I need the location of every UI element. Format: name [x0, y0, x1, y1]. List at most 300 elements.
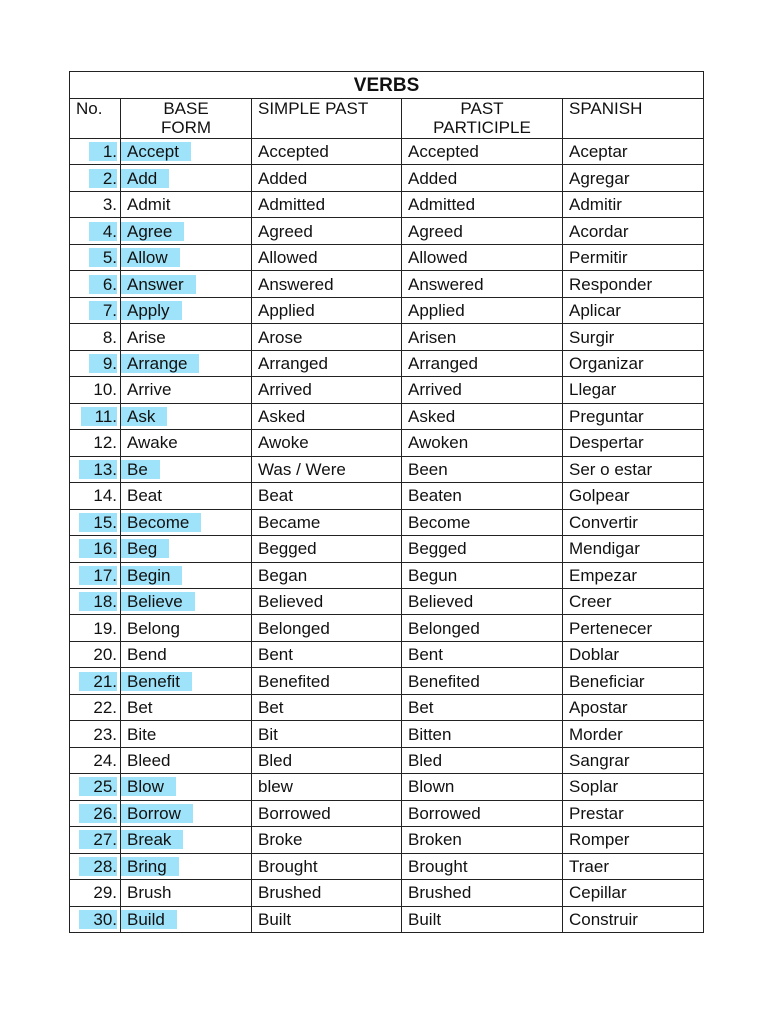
verb-spanish-cell: [563, 747, 704, 773]
verb-spanish: Despertar: [569, 433, 644, 453]
verb-past-participle: Borrowed: [408, 803, 481, 823]
verb-base-form: Brush: [127, 883, 172, 903]
table-row: [70, 218, 704, 244]
verb-past-participle-cell: [402, 721, 563, 747]
verb-base-form-cell: [121, 244, 252, 270]
verbs-table: [69, 71, 704, 933]
verb-simple-past: Bet: [258, 698, 284, 718]
verb-spanish: Ser o estar: [569, 459, 653, 479]
verb-base-form: Bet: [127, 698, 153, 718]
verb-simple-past: Arranged: [258, 353, 328, 373]
header-base-line2: FORM: [160, 118, 212, 137]
verb-simple-past: Arose: [258, 327, 303, 347]
verb-number: 22.: [93, 698, 117, 718]
verb-simple-past: blew: [258, 777, 293, 797]
verb-base-form-cell: [121, 483, 252, 509]
verb-spanish: Admitir: [569, 195, 622, 215]
verb-simple-past: Begged: [258, 539, 317, 559]
verbs-body: [70, 139, 704, 933]
verb-past-participle-cell: [402, 377, 563, 403]
verb-past-participle-cell: [402, 165, 563, 191]
verb-past-participle-cell: [402, 774, 563, 800]
verb-base-form-cell: [121, 827, 252, 853]
verb-number: 14.: [93, 486, 117, 506]
table-title: VERBS: [70, 72, 704, 99]
verb-number: 19.: [93, 618, 117, 638]
verb-base-form: Be: [121, 460, 160, 479]
verb-simple-past-cell: [252, 668, 402, 694]
verb-simple-past-cell: [252, 377, 402, 403]
verb-spanish-cell: [563, 244, 704, 270]
verb-base-form-cell: [121, 350, 252, 376]
verb-number-cell: [70, 721, 121, 747]
verb-number: 21.: [79, 672, 117, 691]
verb-simple-past: Asked: [258, 406, 306, 426]
verb-number-cell: [70, 456, 121, 482]
verb-number: 9.: [89, 354, 117, 373]
verb-spanish: Doblar: [569, 645, 620, 665]
verb-past-participle-cell: [402, 244, 563, 270]
verb-spanish-cell: [563, 165, 704, 191]
verb-past-participle-cell: [402, 430, 563, 456]
verb-simple-past-cell: [252, 483, 402, 509]
verb-simple-past: Bit: [258, 724, 278, 744]
verb-spanish: Surgir: [569, 327, 615, 347]
verb-past-participle: Accepted: [408, 142, 479, 162]
verb-spanish: Beneficiar: [569, 671, 645, 691]
verb-spanish-cell: [563, 562, 704, 588]
table-row: [70, 853, 704, 879]
verb-number: 7.: [89, 301, 117, 320]
header-past-participle: [402, 99, 563, 139]
header-participle-line2: PARTICIPLE: [433, 118, 531, 137]
verb-simple-past-cell: [252, 615, 402, 641]
verb-spanish: Responder: [569, 274, 653, 294]
header-base-line1: BASE: [163, 99, 209, 118]
verb-simple-past-cell: [252, 906, 402, 932]
verb-past-participle: Beaten: [408, 486, 462, 506]
verb-simple-past: Awoke: [258, 433, 309, 453]
verb-spanish-cell: [563, 880, 704, 906]
verb-past-participle: Begged: [408, 539, 467, 559]
table-row: [70, 324, 704, 350]
verb-base-form-cell: [121, 853, 252, 879]
verb-spanish: Aplicar: [569, 301, 621, 321]
verb-past-participle: Belonged: [408, 618, 480, 638]
verb-base-form: Bleed: [127, 751, 171, 771]
verb-simple-past-cell: [252, 827, 402, 853]
verb-past-participle: Added: [408, 168, 458, 188]
verb-simple-past: Added: [258, 168, 308, 188]
verb-past-participle: Arranged: [408, 353, 478, 373]
verb-spanish-cell: [563, 430, 704, 456]
verb-spanish: Cepillar: [569, 883, 627, 903]
verb-number-cell: [70, 588, 121, 614]
verb-number: 12.: [93, 433, 117, 453]
verb-number-cell: [70, 509, 121, 535]
table-row: [70, 139, 704, 165]
header-spanish: SPANISH: [563, 99, 704, 139]
verb-spanish: Sangrar: [569, 751, 630, 771]
header-no: No.: [70, 99, 121, 139]
header-simple-past: SIMPLE PAST: [252, 99, 402, 139]
verb-spanish-cell: [563, 403, 704, 429]
verb-number-cell: [70, 350, 121, 376]
verb-base-form: Blow: [121, 777, 176, 796]
title-row: [70, 72, 704, 99]
verb-simple-past: Built: [258, 909, 292, 929]
verb-spanish-cell: [563, 615, 704, 641]
verb-simple-past-cell: [252, 641, 402, 667]
verb-simple-past-cell: [252, 774, 402, 800]
verb-base-form-cell: [121, 747, 252, 773]
verb-number: 8.: [102, 327, 117, 347]
verb-number-cell: [70, 615, 121, 641]
table-row: [70, 297, 704, 323]
verb-past-participle-cell: [402, 271, 563, 297]
verb-spanish: Permitir: [569, 248, 628, 268]
verb-simple-past: Became: [258, 512, 321, 532]
verb-spanish: Creer: [569, 592, 612, 612]
verb-spanish-cell: [563, 483, 704, 509]
verb-number: 17.: [79, 566, 117, 585]
verb-base-form-cell: [121, 800, 252, 826]
verb-spanish: Golpear: [569, 486, 630, 506]
verb-base-form: Break: [121, 830, 183, 849]
verb-simple-past-cell: [252, 562, 402, 588]
verb-base-form-cell: [121, 774, 252, 800]
verb-base-form: Bring: [121, 857, 179, 876]
verb-spanish-cell: [563, 774, 704, 800]
verb-past-participle: Broken: [408, 830, 462, 850]
verb-number: 4.: [89, 222, 117, 241]
verb-spanish-cell: [563, 324, 704, 350]
verb-number: 25.: [79, 777, 117, 796]
verb-past-participle: Awoken: [408, 433, 469, 453]
verb-number: 13.: [79, 460, 117, 479]
verb-past-participle: Applied: [408, 301, 465, 321]
verb-base-form-cell: [121, 562, 252, 588]
verb-base-form-cell: [121, 218, 252, 244]
verb-past-participle: Answered: [408, 274, 484, 294]
verb-base-form-cell: [121, 430, 252, 456]
verb-spanish-cell: [563, 456, 704, 482]
verb-base-form-cell: [121, 165, 252, 191]
verb-spanish-cell: [563, 139, 704, 165]
verb-number-cell: [70, 906, 121, 932]
verb-number-cell: [70, 562, 121, 588]
verb-base-form-cell: [121, 403, 252, 429]
verb-number-cell: [70, 483, 121, 509]
verb-base-form: Borrow: [121, 804, 193, 823]
verb-base-form: Accept: [121, 142, 191, 161]
verb-spanish-cell: [563, 588, 704, 614]
verb-base-form-cell: [121, 139, 252, 165]
verb-simple-past: Borrowed: [258, 803, 331, 823]
verb-past-participle-cell: [402, 694, 563, 720]
verb-spanish: Preguntar: [569, 406, 644, 426]
verb-base-form-cell: [121, 191, 252, 217]
verb-simple-past-cell: [252, 456, 402, 482]
verb-number-cell: [70, 377, 121, 403]
verb-past-participle: Bitten: [408, 724, 452, 744]
verb-spanish-cell: [563, 694, 704, 720]
verb-past-participle-cell: [402, 403, 563, 429]
verb-past-participle: Become: [408, 512, 471, 532]
verb-past-participle-cell: [402, 324, 563, 350]
verb-spanish-cell: [563, 800, 704, 826]
verb-spanish: Llegar: [569, 380, 617, 400]
verb-base-form: Beg: [121, 539, 169, 558]
verb-spanish-cell: [563, 668, 704, 694]
verb-number-cell: [70, 668, 121, 694]
verb-base-form: Awake: [127, 433, 178, 453]
verb-simple-past: Belonged: [258, 618, 330, 638]
verb-base-form-cell: [121, 509, 252, 535]
verb-spanish: Agregar: [569, 168, 630, 188]
verb-simple-past-cell: [252, 218, 402, 244]
verb-number: 15.: [79, 513, 117, 532]
verb-spanish: Aceptar: [569, 142, 628, 162]
verb-base-form: Benefit: [121, 672, 192, 691]
verb-base-form-cell: [121, 615, 252, 641]
verb-simple-past: Believed: [258, 592, 324, 612]
verb-past-participle-cell: [402, 906, 563, 932]
verb-number: 28.: [79, 857, 117, 876]
verb-spanish: Prestar: [569, 803, 624, 823]
verb-spanish-cell: [563, 377, 704, 403]
verb-base-form-cell: [121, 324, 252, 350]
verb-spanish-cell: [563, 853, 704, 879]
verb-past-participle-cell: [402, 483, 563, 509]
verb-simple-past: Benefited: [258, 671, 330, 691]
verb-spanish: Convertir: [569, 512, 638, 532]
verb-past-participle-cell: [402, 641, 563, 667]
verb-simple-past-cell: [252, 271, 402, 297]
table-row: [70, 747, 704, 773]
verb-past-participle: Brushed: [408, 883, 472, 903]
verb-simple-past: Admitted: [258, 195, 326, 215]
verb-spanish-cell: [563, 906, 704, 932]
verb-number-cell: [70, 218, 121, 244]
verb-spanish: Apostar: [569, 698, 628, 718]
verb-past-participle: Begun: [408, 565, 458, 585]
table-row: [70, 536, 704, 562]
table-row: [70, 880, 704, 906]
verb-spanish-cell: [563, 297, 704, 323]
verb-past-participle: Admitted: [408, 195, 476, 215]
verb-number-cell: [70, 694, 121, 720]
verb-simple-past: Bled: [258, 751, 293, 771]
verb-number-cell: [70, 880, 121, 906]
verb-base-form: Apply: [121, 301, 182, 320]
verb-simple-past: Brought: [258, 856, 318, 876]
verb-simple-past: Began: [258, 565, 308, 585]
verb-simple-past: Allowed: [258, 248, 318, 268]
verb-number-cell: [70, 853, 121, 879]
verb-past-participle-cell: [402, 509, 563, 535]
verb-number: 5.: [89, 248, 117, 267]
table-row: [70, 350, 704, 376]
verb-base-form-cell: [121, 668, 252, 694]
verb-base-form-cell: [121, 271, 252, 297]
verb-spanish-cell: [563, 721, 704, 747]
verb-number: 24.: [93, 751, 117, 771]
table-row: [70, 721, 704, 747]
verb-spanish: Mendigar: [569, 539, 640, 559]
table-row: [70, 244, 704, 270]
verb-simple-past-cell: [252, 403, 402, 429]
verb-simple-past: Applied: [258, 301, 315, 321]
verb-spanish-cell: [563, 271, 704, 297]
verb-past-participle: Been: [408, 459, 448, 479]
verb-past-participle: Allowed: [408, 248, 468, 268]
verb-number-cell: [70, 165, 121, 191]
verb-number-cell: [70, 271, 121, 297]
table-row: [70, 641, 704, 667]
verb-base-form: Add: [121, 169, 169, 188]
verb-simple-past: Accepted: [258, 142, 329, 162]
verb-past-participle-cell: [402, 456, 563, 482]
verb-base-form: Arise: [127, 327, 166, 347]
verb-number: 16.: [79, 539, 117, 558]
table-row: [70, 800, 704, 826]
verb-simple-past-cell: [252, 324, 402, 350]
verb-number: 20.: [93, 645, 117, 665]
verb-spanish-cell: [563, 509, 704, 535]
verb-spanish: Romper: [569, 830, 630, 850]
verb-past-participle: Arrived: [408, 380, 462, 400]
verb-base-form: Arrange: [121, 354, 199, 373]
verb-simple-past-cell: [252, 800, 402, 826]
verb-base-form: Answer: [121, 275, 196, 294]
verb-number-cell: [70, 191, 121, 217]
verb-past-participle: Believed: [408, 592, 474, 612]
verb-past-participle: Asked: [408, 406, 456, 426]
verb-base-form: Beat: [127, 486, 162, 506]
verb-base-form-cell: [121, 536, 252, 562]
verb-simple-past-cell: [252, 509, 402, 535]
table-row: [70, 509, 704, 535]
verb-simple-past-cell: [252, 694, 402, 720]
verb-number: 10.: [93, 380, 117, 400]
verb-simple-past: Bent: [258, 645, 293, 665]
verb-past-participle: Bet: [408, 698, 434, 718]
verb-number-cell: [70, 827, 121, 853]
verb-past-participle-cell: [402, 747, 563, 773]
verb-number-cell: [70, 244, 121, 270]
table-row: [70, 906, 704, 932]
verb-base-form: Bite: [127, 724, 157, 744]
verb-past-participle: Built: [408, 909, 442, 929]
verb-number: 3.: [102, 195, 117, 215]
verb-spanish: Acordar: [569, 221, 629, 241]
verb-base-form: Begin: [121, 566, 182, 585]
verb-past-participle: Agreed: [408, 221, 463, 241]
verb-number: 2.: [89, 169, 117, 188]
verb-past-participle-cell: [402, 588, 563, 614]
verb-spanish: Pertenecer: [569, 618, 653, 638]
verb-number: 11.: [81, 407, 117, 426]
verb-simple-past-cell: [252, 747, 402, 773]
verb-number-cell: [70, 139, 121, 165]
verb-number: 18.: [79, 592, 117, 611]
table-row: [70, 668, 704, 694]
verb-past-participle-cell: [402, 191, 563, 217]
verb-simple-past: Was / Were: [258, 459, 346, 479]
verb-number: 23.: [93, 724, 117, 744]
verb-number-cell: [70, 774, 121, 800]
verb-base-form-cell: [121, 906, 252, 932]
verb-number-cell: [70, 324, 121, 350]
verb-number-cell: [70, 430, 121, 456]
table-row: [70, 377, 704, 403]
verb-number-cell: [70, 641, 121, 667]
verb-base-form: Arrive: [127, 380, 172, 400]
verb-spanish: Morder: [569, 724, 623, 744]
verb-simple-past-cell: [252, 165, 402, 191]
verb-base-form-cell: [121, 456, 252, 482]
verb-base-form: Belong: [127, 618, 180, 638]
verb-simple-past-cell: [252, 536, 402, 562]
verb-number: 1.: [89, 142, 117, 161]
verb-number: 26.: [79, 804, 117, 823]
verb-base-form: Ask: [121, 407, 167, 426]
verb-simple-past: Brushed: [258, 883, 322, 903]
verb-number: 27.: [79, 830, 117, 849]
verb-simple-past-cell: [252, 880, 402, 906]
verb-simple-past-cell: [252, 191, 402, 217]
verb-past-participle-cell: [402, 827, 563, 853]
verb-simple-past-cell: [252, 297, 402, 323]
verb-base-form: Believe: [121, 592, 195, 611]
verb-base-form: Agree: [121, 222, 184, 241]
verb-spanish-cell: [563, 191, 704, 217]
verb-spanish: Organizar: [569, 353, 644, 373]
verb-past-participle-cell: [402, 615, 563, 641]
verb-number-cell: [70, 536, 121, 562]
verb-past-participle-cell: [402, 297, 563, 323]
verb-past-participle: Bled: [408, 751, 443, 771]
verb-spanish-cell: [563, 350, 704, 376]
table-row: [70, 694, 704, 720]
verb-number: 29.: [93, 883, 117, 903]
verb-base-form: Build: [121, 910, 177, 929]
verb-past-participle: Benefited: [408, 671, 480, 691]
verb-past-participle-cell: [402, 880, 563, 906]
verb-number-cell: [70, 800, 121, 826]
verb-base-form: Allow: [121, 248, 180, 267]
verb-past-participle: Arisen: [408, 327, 457, 347]
verb-past-participle-cell: [402, 800, 563, 826]
table-row: [70, 430, 704, 456]
table-row: [70, 615, 704, 641]
verb-simple-past: Broke: [258, 830, 303, 850]
header-row: [70, 99, 704, 139]
verb-simple-past: Agreed: [258, 221, 313, 241]
verb-base-form-cell: [121, 880, 252, 906]
verb-number: 6.: [89, 275, 117, 294]
table-row: [70, 774, 704, 800]
verb-simple-past: Beat: [258, 486, 293, 506]
verb-spanish: Empezar: [569, 565, 638, 585]
verb-number-cell: [70, 297, 121, 323]
table-row: [70, 588, 704, 614]
verb-base-form: Bend: [127, 645, 167, 665]
verb-base-form-cell: [121, 588, 252, 614]
table-row: [70, 165, 704, 191]
header-participle-line1: PAST: [460, 99, 504, 118]
